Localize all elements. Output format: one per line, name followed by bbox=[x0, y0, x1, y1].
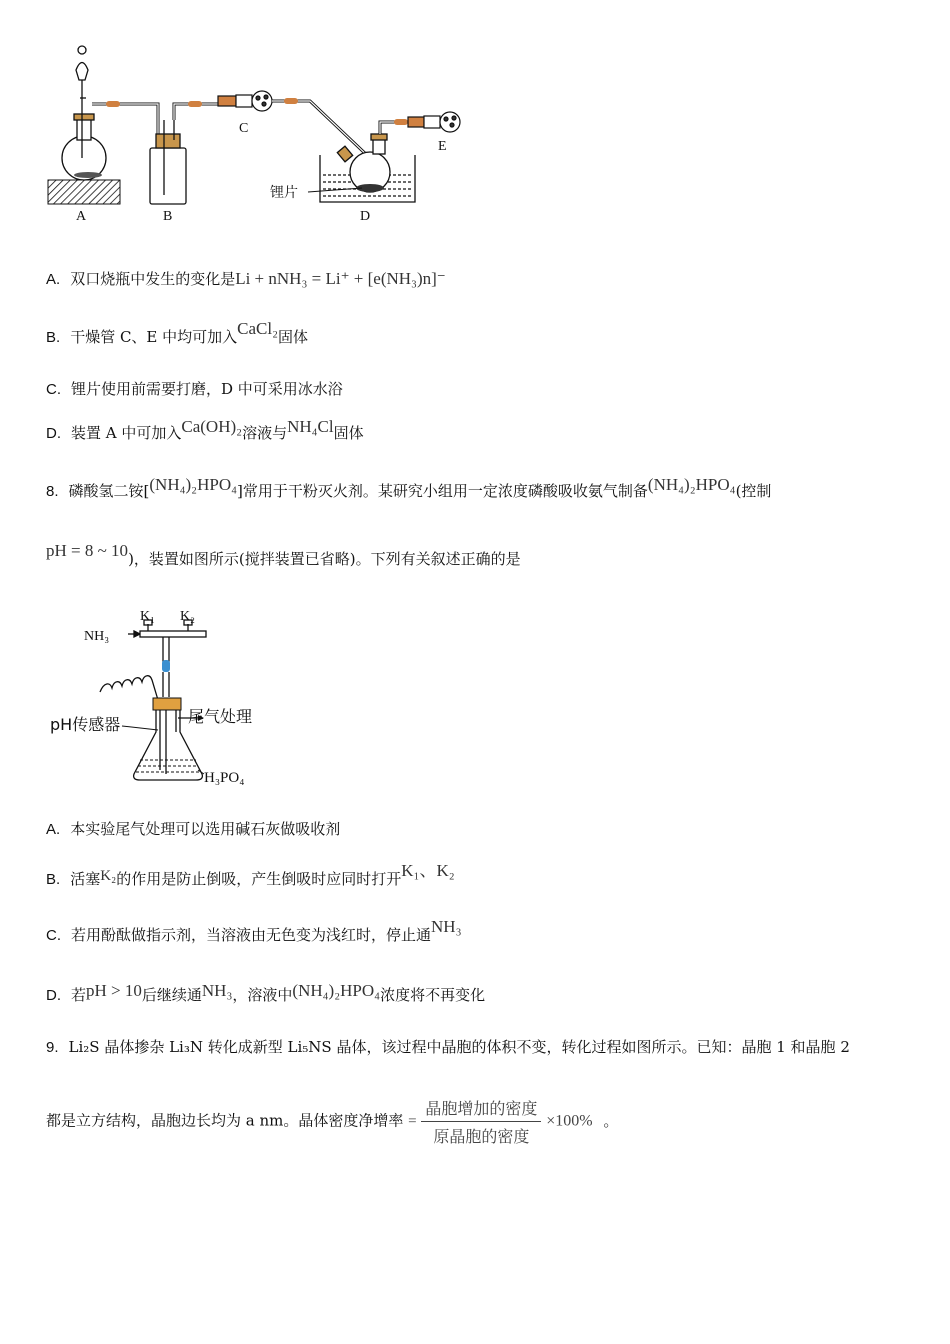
bottle-b bbox=[150, 120, 186, 204]
label-a: A bbox=[76, 209, 87, 224]
heater-block bbox=[48, 180, 120, 204]
label-k2: K₂ bbox=[180, 609, 195, 624]
apparatus-figure-2 bbox=[48, 602, 288, 792]
label-b: B bbox=[163, 209, 173, 224]
question-8-line1: 8. 磷酸氢二铵[(NH₄)₂HPO₄]常用于干粉灭火剂。某研究小组用一定浓度磷酸吸收氨气制备(NH₄)₂HPO₄(控制 bbox=[46, 475, 772, 500]
label-c: C bbox=[239, 121, 249, 136]
question-9-line1: 9. Li₂S 晶体掺杂 Li₃N 转化成新型 Li₅NS 晶体，该过程中晶胞的体积不变，转化过程如图所示。已知：晶胞 1 和晶胞 2 bbox=[46, 1038, 850, 1056]
sensor-coil bbox=[100, 676, 158, 700]
label-ph-sensor: pH传感器 bbox=[50, 715, 121, 734]
gas-manifold bbox=[128, 620, 206, 662]
question-9-line2: 都是立方结构，晶胞边长均为 a nm。晶体密度净增率 = $\frac{\text{晶胞增加的密度}}{\text{原晶胞的密度}}$ ×100% 。 bbox=[46, 1096, 618, 1147]
label-d: D bbox=[360, 209, 371, 224]
option-8d: D. 若pH > 10后继续通NH₃，溶液中(NH₄)₂HPO₄浓度将不再变化 bbox=[46, 981, 486, 1004]
option-7a: A. 双口烧瓶中发生的变化是Li + nNH₃ = Li⁺ + [e(NH₃)n]⁻ bbox=[46, 269, 446, 288]
blue-connector bbox=[162, 660, 170, 672]
option-8a: A. 本实验尾气处理可以选用碱石灰做吸收剂 bbox=[46, 820, 341, 838]
option-7b: B. 干燥管 C、E 中均可加入CaCl₂固体 bbox=[46, 319, 309, 346]
label-tail-gas: 尾气处理 bbox=[188, 707, 253, 726]
option-8b: B. 活塞K₂的作用是防止倒吸，产生倒吸时应同时打开K₁、K₂ bbox=[46, 861, 455, 888]
question-8-line2: pH = 8 ~ 10)，装置如图所示(搅拌装置已省略)。下列有关叙述正确的是 bbox=[46, 541, 521, 568]
density-fraction: $\frac{\text{晶胞增加的密度}}{\text{原晶胞的密度}}$ bbox=[421, 1096, 541, 1147]
drying-tube-e bbox=[408, 112, 460, 132]
label-li: 锂片 bbox=[270, 185, 298, 201]
option-8c: C. 若用酚酞做指示剂，当溶液由无色变为浅红时，停止通NH₃ bbox=[46, 917, 462, 944]
label-h3po4: H₃PO₄ bbox=[204, 770, 245, 786]
option-7d: D. 装置 A 中可加入Ca(OH)₂溶液与NH₄Cl固体 bbox=[46, 417, 364, 442]
option-7c: C. 锂片使用前需要打磨，D 中可采用冰水浴 bbox=[46, 380, 343, 398]
label-e: E bbox=[438, 139, 447, 154]
flask-a bbox=[62, 46, 106, 180]
apparatus-figure-1 bbox=[40, 40, 480, 225]
label-k1: K₁ bbox=[140, 609, 155, 624]
drying-tube-c bbox=[218, 91, 272, 111]
label-nh3: NH₃ bbox=[84, 629, 110, 644]
